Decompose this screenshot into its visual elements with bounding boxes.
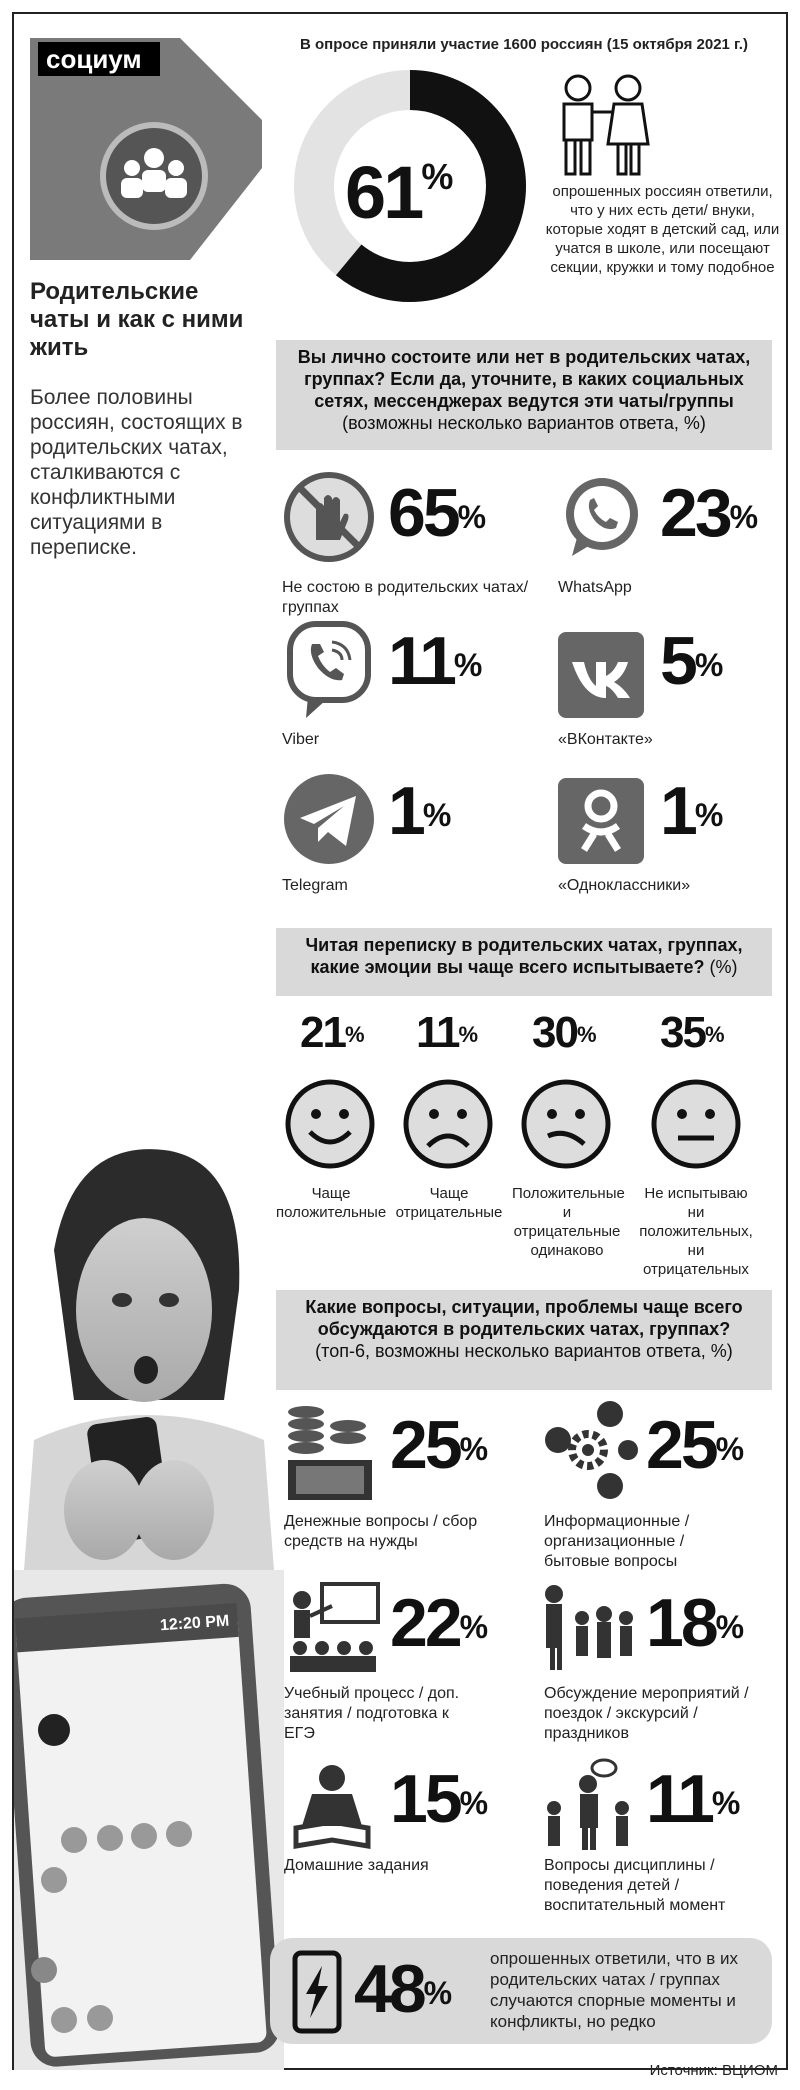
q3-number-1: 25 bbox=[646, 1407, 716, 1483]
confused-icon bbox=[518, 1076, 614, 1172]
telegram-icon bbox=[282, 772, 376, 866]
whatsapp-icon bbox=[556, 470, 650, 564]
q2-label-1: Чаще отрицательные bbox=[395, 1185, 503, 1221]
q2-number-3: 35 bbox=[660, 1008, 705, 1057]
stat-61-number: 61 bbox=[345, 151, 422, 234]
q1-percent-5: % bbox=[694, 797, 721, 833]
q2-percent-2: % bbox=[576, 1022, 595, 1047]
summary-percent: % bbox=[423, 1975, 450, 2011]
event-icon bbox=[538, 1578, 638, 1678]
q3-label-2: Учебный процесс / доп. занятия / подготовка к ЕГЭ bbox=[284, 1685, 460, 1742]
homework-icon bbox=[282, 1762, 382, 1852]
q2-title: Читая переписку в родительских чатах, группах, какие эмоции вы чаще всего испытываете? bbox=[305, 935, 743, 977]
q3-percent-5: % bbox=[711, 1785, 738, 1821]
q2-label-0: Чаще положительные bbox=[276, 1185, 387, 1221]
q2-header bbox=[276, 928, 772, 996]
q3-label-1: Информационные / организационные / бытовые вопросы bbox=[544, 1513, 690, 1570]
q1-number-1: 23 bbox=[660, 475, 730, 551]
survey-note: В опросе приняли участие 1600 россиян (15 октября 2021 г.) bbox=[300, 36, 748, 53]
q3-number-0: 25 bbox=[390, 1407, 460, 1483]
classroom-icon bbox=[282, 1578, 382, 1678]
stat-61-text: опрошенных россиян ответили, что у них есть дети/ внуки, которые ходят в детский сад, или учатся в школе, или посещают секции, кружки и тому подобное bbox=[545, 183, 780, 276]
q3-percent-4: % bbox=[459, 1785, 486, 1821]
q3-label-4: Домашние задания bbox=[284, 1857, 429, 1874]
q1-value-0 bbox=[388, 475, 484, 551]
neutral-icon bbox=[648, 1076, 744, 1172]
q3-percent-0: % bbox=[459, 1431, 486, 1467]
q3-value-2 bbox=[390, 1585, 486, 1661]
q1-subtitle: (возможны несколько вариантов ответа, %) bbox=[342, 413, 706, 433]
q1-value-4 bbox=[388, 773, 449, 849]
q2-label-2: Положительные и отрицательные одинаково bbox=[512, 1185, 625, 1259]
q3-percent-2: % bbox=[459, 1609, 486, 1645]
discipline-icon bbox=[538, 1756, 638, 1856]
q2-percent-1: % bbox=[458, 1022, 477, 1047]
q3-header bbox=[276, 1290, 772, 1390]
summary-text: опрошенных ответили, что в их родительских чатах / группах случаются спорные моменты и конфликты, но редко bbox=[490, 1949, 739, 2031]
q2-percent-3: % bbox=[704, 1022, 723, 1047]
q1-number-3: 5 bbox=[660, 623, 695, 699]
q2-number-1: 11 bbox=[416, 1008, 459, 1057]
q1-number-0: 65 bbox=[388, 475, 458, 551]
q1-header bbox=[276, 340, 772, 450]
q1-number-5: 1 bbox=[660, 773, 695, 849]
organization-icon bbox=[538, 1398, 638, 1508]
viber-icon bbox=[282, 618, 376, 726]
vk-icon bbox=[556, 630, 646, 720]
q3-number-2: 22 bbox=[390, 1585, 460, 1661]
source-credit: Источник: ВЦИОМ bbox=[649, 2062, 778, 2079]
q3-value-0 bbox=[390, 1407, 486, 1483]
q3-number-5: 11 bbox=[646, 1761, 712, 1837]
q3-label-5: Вопросы дисциплины / поведения детей / воспитательный момент bbox=[544, 1857, 726, 1914]
q1-label-5: «Одноклассники» bbox=[558, 877, 691, 894]
q3-value-1 bbox=[646, 1407, 742, 1483]
stat-61-percent: % bbox=[421, 156, 451, 197]
q1-number-4: 1 bbox=[388, 773, 423, 849]
phone-lightning-icon bbox=[292, 1950, 342, 2034]
q2-value-1 bbox=[416, 1010, 476, 1056]
stat-61-value bbox=[345, 150, 450, 235]
q1-percent-0: % bbox=[457, 499, 484, 535]
q1-label-3: «ВКонтакте» bbox=[558, 731, 653, 748]
q1-value-3 bbox=[660, 623, 721, 699]
q2-number-2: 30 bbox=[532, 1008, 577, 1057]
q3-percent-1: % bbox=[715, 1431, 742, 1467]
q1-value-1 bbox=[660, 475, 756, 551]
q2-value-0 bbox=[300, 1010, 363, 1056]
odnoklassniki-icon bbox=[556, 776, 646, 866]
summary-number: 48 bbox=[354, 1951, 424, 2027]
children-icon bbox=[548, 70, 658, 180]
q3-label-3: Обсуждение мероприятий / поездок / экскурсий / праздников bbox=[544, 1685, 749, 1742]
q3-number-3: 18 bbox=[646, 1585, 716, 1661]
q3-percent-3: % bbox=[715, 1609, 742, 1645]
no-hand-icon bbox=[282, 470, 376, 564]
q1-percent-2: % bbox=[453, 647, 480, 683]
brand-label: социум bbox=[38, 42, 160, 76]
q2-label-3: Не испытываю ни положительных, ни отрицательных bbox=[639, 1185, 753, 1278]
q1-percent-4: % bbox=[422, 797, 449, 833]
q3-title: Какие вопросы, ситуации, проблемы чаще всего обсуждаются в родительских чатах, группах? bbox=[305, 1297, 743, 1339]
phone-clock: 12:20 PM bbox=[159, 1612, 230, 1635]
q1-label-2: Viber bbox=[282, 731, 320, 748]
q1-percent-3: % bbox=[694, 647, 721, 683]
summary-value bbox=[354, 1951, 450, 2027]
q2-value-2 bbox=[532, 1010, 595, 1056]
q3-number-4: 15 bbox=[390, 1761, 460, 1837]
q1-title: Вы лично состоите или нет в родительских чатах, группах? Если да, уточните, в каких социальных сетях, мессенджерах ведутся эти чаты/группы bbox=[297, 347, 751, 411]
page-title: Родительские чаты и как с ними жить bbox=[30, 278, 244, 361]
summary-panel bbox=[270, 1938, 772, 2044]
q1-label-4: Telegram bbox=[282, 877, 348, 894]
smile-icon bbox=[282, 1076, 378, 1172]
q1-percent-1: % bbox=[729, 499, 756, 535]
q1-label-0: Не состою в родительских чатах/группах bbox=[282, 579, 529, 616]
q1-value-5 bbox=[660, 773, 721, 849]
lead-text: Более половины россиян, состоящих в родительских чатах, сталкиваются с конфликтными ситуациями в переписке. bbox=[30, 386, 243, 559]
q3-value-4 bbox=[390, 1761, 486, 1837]
q2-number-0: 21 bbox=[300, 1008, 345, 1057]
q3-value-5 bbox=[646, 1761, 738, 1837]
money-icon bbox=[282, 1398, 378, 1508]
q1-value-2 bbox=[388, 623, 480, 699]
woman-with-phone-photo bbox=[14, 1140, 284, 2070]
q3-value-3 bbox=[646, 1585, 742, 1661]
sad-icon bbox=[400, 1076, 496, 1172]
q2-value-3 bbox=[660, 1010, 723, 1056]
q3-subtitle: (топ-6, возможны несколько вариантов ответа, %) bbox=[315, 1341, 733, 1361]
q2-subtitle: (%) bbox=[709, 957, 738, 977]
q1-label-1: WhatsApp bbox=[558, 579, 632, 596]
people-icon bbox=[100, 122, 208, 230]
q2-percent-0: % bbox=[344, 1022, 363, 1047]
q3-label-0: Денежные вопросы / сбор средств на нужды bbox=[284, 1513, 478, 1550]
q1-number-2: 11 bbox=[388, 623, 454, 699]
